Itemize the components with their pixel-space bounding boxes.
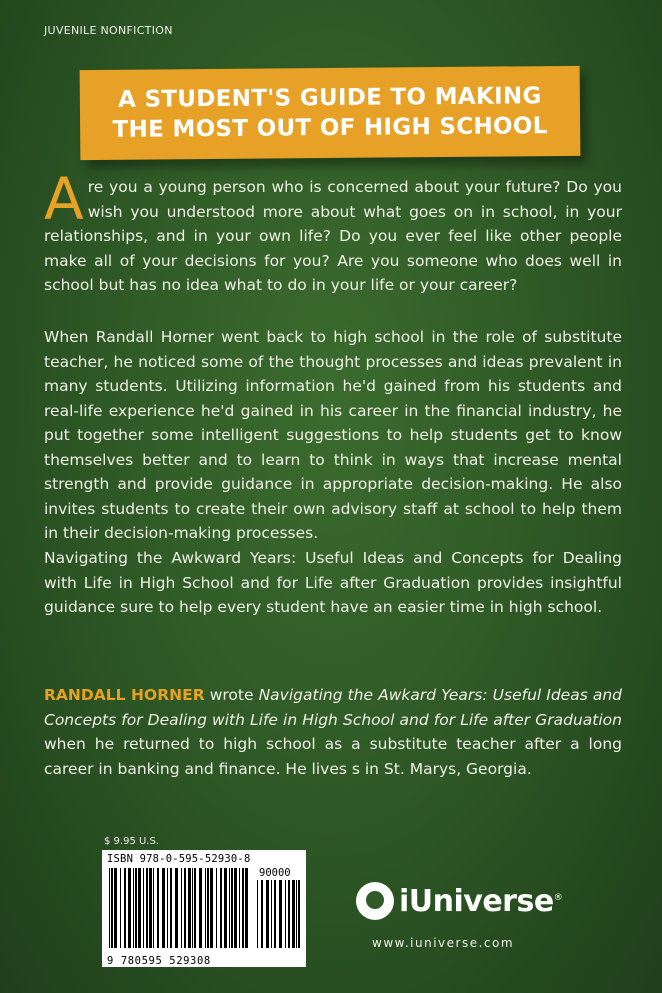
- description-paragraph: When Randall Horner went back to high school in the role of substitute teacher, he noticed some of the thought processes and ideas prevalent in many students. Utilizing information he'd gained from his students and real-life experience he'd gained in his career in the financial industry, he put together some intelligent suggestions to help students get to know themselves better and to learn to think in ways that increase mental strength and provide guidance in appropriate decision-making. He also invites students to create their own advisory staff at school to help them in their decision-making processes.: [44, 328, 622, 542]
- bio-rest: when he returned to high school as a substitute teacher after a long career in banking and finance. He lives s in St. Marys, Georgia.: [44, 735, 622, 778]
- barcode-addon-bars: [257, 880, 300, 948]
- headline-line-1: A STUDENT'S GUIDE TO MAKING: [117, 83, 542, 113]
- category-label: JUVENILE NONFICTION: [44, 24, 173, 37]
- trademark-symbol: ®: [553, 892, 563, 903]
- headline-line-2: THE MOST OUT OF HIGH SCHOOL: [112, 113, 548, 143]
- publisher-website: www.iuniverse.com: [372, 936, 515, 950]
- publisher-name: [399, 884, 562, 919]
- barcode-addon-digits: 90000: [259, 867, 291, 879]
- summary-paragraph: Navigating the Awkward Years: Useful Ideas and Concepts for Dealing with Life in High School and for Life after Graduation provides insightful guidance sure to help every student have an easier time in high school.: [44, 549, 622, 616]
- isbn-number: ISBN 978-0-595-52930-8: [107, 853, 251, 865]
- price-label: $ 9.95 U.S.: [104, 836, 160, 847]
- barcode-main-bars: [109, 868, 248, 948]
- barcode-block: [102, 850, 306, 967]
- ean-number: 9 780595 529308: [107, 955, 211, 967]
- book-title: Navigating the Awkard Years: Useful Ideas and Concepts for Dealing with Life in High School and for Life after Graduation: [44, 686, 622, 729]
- iuniverse-logo-icon: [356, 882, 394, 920]
- headline-banner: [80, 66, 581, 160]
- bio-wrote: wrote: [204, 686, 259, 704]
- author-name: RANDALL HORNER: [44, 686, 205, 704]
- publisher-name-text: iUniverse: [399, 883, 554, 919]
- barcode-icon: [107, 866, 301, 950]
- publisher-logo: [356, 882, 562, 920]
- drop-cap: A: [44, 165, 84, 233]
- author-bio: [44, 683, 622, 781]
- intro-paragraph: [44, 165, 622, 298]
- intro-text: re you a young person who is concerned about your future? Do you wish you understood more about what goes on in school, in your relationships, and in your own life? Do you ever feel like other people make all of your decisions for you? Are you someone who does well in school but has no idea what to do in your life or your career?: [44, 178, 622, 294]
